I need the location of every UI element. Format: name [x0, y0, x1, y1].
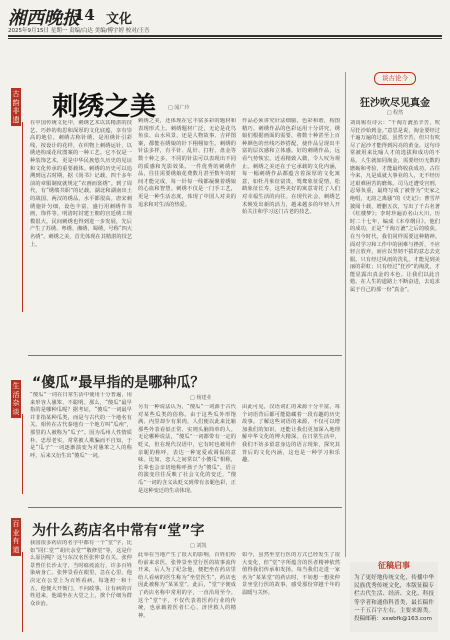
side-tag-heritage: 古韵非遗 — [11, 88, 21, 126]
side-tag-line — [22, 552, 23, 632]
article-byline-shagua: □ 杨建业 — [190, 395, 212, 401]
call-for-papers-box — [350, 562, 438, 632]
section-divider — [28, 355, 342, 356]
call-for-papers-text: 为了更好地传统文化，传播中华民族优秀传统文化，本版征稿专栏古代生活、经济、文化、科技等学者和通俗科普类，最长稿件一千五百字左右，主要来源类。投稿邮箱：xxwbfk@163.com — [354, 575, 434, 623]
side-tag-trades: 百业有道 — [11, 518, 21, 556]
article-text-shagua-col2: 另有一种说法认为，“傻瓜”一词源于古代对某些瓜类的俗称。由于这些瓜外形饱满、内里却少有果肉，人们便以此来比喻那些外表看似正常、实则头脑简单的人。无论哪种说法，“傻瓜”一词都带有一定的贬义，但在现代汉语中，它有时也被用作亲昵的称呼，表达一种宠爱或调侃的意味。比如，恋人之间常以“小傻瓜”相称，长辈也会亲切地称呼孩子为“傻瓜”。语言的演变往往反映了社会文化的变迁，“傻瓜”一词的含义从贬义到带有亲昵色彩，正是这种变迁的生动体现。 — [138, 404, 236, 494]
article-byline-embroidery: □ 闻广玲 — [168, 105, 190, 111]
call-for-papers-title: 征稿启事 — [378, 561, 410, 570]
header-rule-thin — [8, 38, 442, 39]
article-text-embroidery-col3: 作品必须讲究针法细腻，色彩和谐，构图精巧。刺绣作品的色彩运用十分讲究，绣娘们根据画面的需要，将数十种甚至上百种颜色的丝线巧妙搭配，使作品呈现出丰富的层次感和立体感。好的刺绣作品，远看气势恢宏，近看精致入微，令人叹为观止。刺绣之美还在于它承载的文化内涵，每一幅刺绣作品都蕴含着深厚的文化寓意，如牡丹象征富贵，鸳鸯象征爱情，松鹤象征长寿，这些美好的寓意寄托了人们对幸福生活的向往。在现代社会，刺绣艺术焕发出新的活力，越来越多的年轻人开始关注和学习这门古老的技艺。 — [242, 118, 340, 216]
dateline: 2025年9月15日 星期一 责编/白达 美编/傅宇婷 校对/王吾 — [8, 28, 150, 34]
masthead: 湘西晚报 — [8, 8, 80, 29]
side-tag-life: 生活杂谈 — [11, 380, 21, 418]
header-rule — [8, 35, 442, 37]
side-tag-line — [22, 122, 23, 312]
article-text-gold: 刘禹锡有诗云：“千淘万漉虽辛苦，吹尽狂沙始到金。”意思是说，淘金要经过千遍万遍的过滤，虽然辛苦，但只有吹尽了泥沙才能得到闪亮的黄金。这句诗常被用来比喻人才的选拔和成功的不易。人生就如同淘金，需要经历无数的磨砺和考验，才能最终收获成功。古往今来，凡是成就大事业的人，无不经历过艰难困苦的磨炼。司马迁遭受宫刑，忍辱负重，最终写成了被誉为“史家之绝唱，无韵之离骚”的《史记》；曹雪芹披阅十载，增删五次，写出了千古名著《红楼梦》；李时珍遍访名山大川，历时二十七年，编成《本草纲目》。他们的成功，正是“千淘万漉”之后的收获。在当今时代，我们同样需要这种精神。面对学习和工作中的困难与挫折，不应轻言放弃，而应以坚韧不拔的意志去克服。只有经过风雨的洗礼，才能见到美丽的彩虹；只有经过“狂沙”的淘洗，才能显露出真金的本色。让我们以此自勉，在人生的道路上不断奋进，去追求属于自己的那一份“真金”。 — [350, 120, 440, 294]
article-text-tang-col3: 如今，虽然坐堂行医的方式已经发生了很大变化，但“堂”字所蕴含的医者精神依然值得我们传承和发扬。每当我们走进一家名为“某某堂”的药店时，不妨想一想张仲景坐堂行医的故事，感受那份穿越千年的温暖与关怀。 — [242, 552, 340, 596]
column-badge-box — [348, 72, 442, 90]
article-title-shagua: “傻瓜”最早指的是哪种瓜？ — [32, 375, 205, 391]
column-badge: 谈古论今 — [374, 72, 416, 85]
side-tag-line — [22, 414, 23, 494]
page-number: 14 — [74, 6, 95, 24]
article-text-shagua-col1: “傻瓜”一词在日常生活中使用十分普遍，用来形容人愚笨、不聪明。那么，“傻瓜”最早指的是哪种瓜呢？据考证，“傻瓜”一词最早并非指某种瓜类，而是与古代的一个地名有关。相传在古代秦地有一个地方叫“瓜州”，那里的人被称为“瓜子”。因为瓜州人性情质朴、忠厚老实，常常被人欺骗而不自知，于是“瓜子”一词逐渐演变为对愚笨之人的称呼，后来又衍生出“傻瓜”一词。 — [30, 392, 132, 459]
page-header — [8, 4, 442, 34]
section-divider — [28, 507, 342, 508]
article-text-embroidery-col1: 在中国传统文化中，刺绣艺术以其精湛的技艺、巧妙的构思和深厚的文化底蕴，享有崇高的地位。刺绣古称针绣，是用绣针引彩线，按设计的花样，在织物上刺绣运针，以绣迹构成花纹图案的一种工艺。它不仅是一种装饰艺术，更是中华民族悠久历史的见证和文化传承的重要载体。刺绣的历史可以追溯到远古时期，据《尚书》记载，四千多年前的章服制度就规定“衣画而裳绣”。到了周代，有“绣缋共职”的记载。湖北和湖南出土的战国、两汉的绣品，水平都很高。唐宋刺绣施针匀细，设色丰富，盛行用刺绣作书画，饰件等。明清时封建王朝的宫廷绣工规模很大，民间刺绣也得到进一步发展，先后产生了苏绣、粤绣、湘绣、蜀绣，号称“四大名绣”。刺绣之美，首先体现在其精湛的技艺上。 — [30, 120, 132, 248]
article-text-tang-col1: 我国很多药店的名字中都有一个“堂”字，比如“同仁堂”“胡庆余堂”“敬修堂”等，这是什么原因呢？这与东汉名医张仲景有关。张仲景曾任长沙太守，当时瘟疫流行，许多百姓染病身亡。张仲景看在眼里，急在心里，他决定在公堂上为百姓看病。每逢初一和十五，他便大开衙门，不问政事，让有病的百姓进来，他端坐在大堂之上，挨个仔细为群众诊治。 — [30, 540, 132, 607]
article-title-gold: 狂沙吹尽见真金 — [360, 98, 430, 109]
article-text-shagua-col3: 由此可见，汉语词汇的来源十分丰富，每个词语背后都可能隐藏着一段有趣的历史故事。了解这些词语的来源，不仅可以增加我们的知识，还能让我们更加深入地理解中华文化的博大精深。在日常生活中，我们不妨多留意身边的语言现象，探究其背后的文化内涵，这也是一种学习和乐趣。 — [242, 404, 340, 464]
article-text-embroidery-col2: 刺绣之美，还体现在它丰富多彩的题材和表现形式上。刺绣题材广泛，无论是花鸟鱼虫、山水风景，还是人物故事、吉祥图案，都能在绣娘的针下栩栩如生。刺绣的针法多样，有平针、乱针、打籽、盘金等数十种之多，不同的针法可以表现出不同的质感和光影效果。一件优秀的刺绣作品，往往需要绣娘花费数月甚至数年的时间才能完成，每一针每一线都凝聚着绣娘的心血和智慧。刺绣不仅是一门手工艺，更是一种生活态度，体现了中国人对美的追求和对生活的热爱。 — [138, 118, 236, 208]
column-divider — [345, 72, 346, 557]
article-title-tang: 为什么药店名中常有“堂”字 — [32, 523, 205, 539]
article-byline-tang: □ 刘凯 — [190, 543, 207, 549]
section-name: 文化 — [106, 12, 133, 27]
article-byline-gold: □ 程然 — [386, 110, 404, 116]
article-title-embroidery: 刺绣之美 — [52, 92, 157, 122]
article-text-tang-col2: 此举在当地产生了很大的影响，百姓们纷纷前来求医。张仲景坐堂行医的故事流传开来，后人为了纪念他，便把坐在药店里给人看病的医生称为“坐堂医生”，药店也因此被称为“某某堂”。此后，“堂”字便成了药店名称中常用的字，一直沿用至今。这个“堂”字，不仅代表着医药行业的传统，也承载着医者仁心、济世救人的精神。 — [138, 552, 236, 619]
